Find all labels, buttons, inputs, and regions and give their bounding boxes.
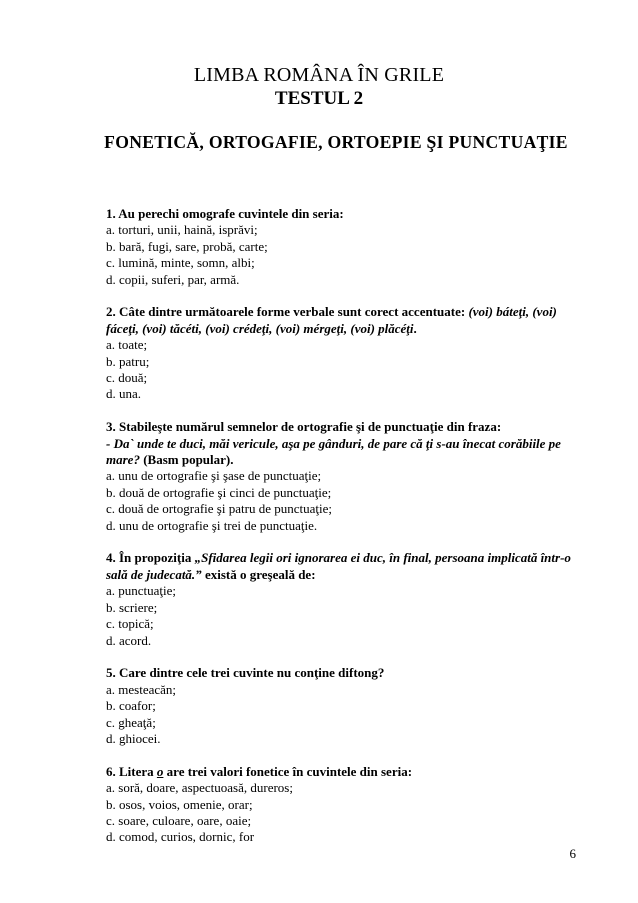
question-title-end: are trei valori fonetice în cuvintele din seria: bbox=[163, 763, 413, 779]
option-c: c. gheaţă; bbox=[106, 714, 156, 730]
test-title: TESTUL 2 bbox=[274, 88, 364, 109]
quoted-sentence: „Sfidarea legii ori ignorarea ei duc, în final, persoana implicată într-o sală de judecată.” bbox=[106, 550, 571, 582]
question-title-end: există o greşeală de: bbox=[201, 566, 316, 582]
question-title: 5. Care dintre cele trei cuvinte nu conţine diftong? bbox=[106, 665, 385, 681]
option-c: c. lumină, minte, somn, albi; bbox=[106, 255, 255, 271]
option-c: c. soare, culoare, oare, oaie; bbox=[106, 812, 252, 828]
option-a: a. torturi, unii, haină, isprăvi; bbox=[106, 222, 258, 238]
question-title bbox=[106, 764, 582, 780]
option-b: b. bară, fugi, sare, probă, carte; bbox=[106, 238, 268, 254]
quote-text: - Da` unde te duci, măi vericule, aşa pe gânduri, de pare că ţi s-au înecat corăbiile pe mare? bbox=[106, 435, 561, 468]
question-4 bbox=[106, 550, 582, 648]
option-a: a. soră, doare, aspectuoasă, dureros; bbox=[106, 780, 293, 796]
question-3 bbox=[106, 419, 582, 534]
option-b: b. patru; bbox=[106, 353, 150, 369]
option-b: b. osos, voios, omenie, orar; bbox=[106, 796, 253, 812]
option-c: c. topică; bbox=[106, 616, 154, 632]
question-title bbox=[106, 550, 582, 583]
question-title-text: 4. În propoziţia bbox=[106, 550, 195, 566]
option-b: b. scriere; bbox=[106, 599, 158, 615]
page-number: 6 bbox=[569, 846, 576, 861]
underlined-letter: o bbox=[156, 763, 164, 779]
option-a: a. unu de ortografie şi şase de punctuaţie; bbox=[106, 468, 322, 484]
question-title bbox=[106, 304, 582, 337]
question-6 bbox=[106, 764, 582, 846]
option-b: b. două de ortografie şi cinci de punctuaţie; bbox=[106, 484, 332, 500]
question-5 bbox=[106, 665, 582, 747]
question-2 bbox=[106, 304, 582, 402]
option-c: c. două; bbox=[106, 370, 148, 386]
question-title: 3. Stabileşte numărul semnelor de ortografie şi de punctuaţie din fraza: bbox=[106, 419, 502, 435]
questions-list bbox=[106, 206, 582, 862]
option-d: d. ghiocei. bbox=[106, 730, 161, 746]
question-title: 1. Au perechi omografe cuvintele din seria: bbox=[106, 206, 344, 221]
verb-forms-list: (voi) báteţi, (voi) fáceţi, (voi) tăcéti, (voi) crédeţi, (voi) mérgeţi, (voi) plăcéţi bbox=[106, 304, 557, 336]
option-a: a. mesteacăn; bbox=[106, 681, 177, 697]
option-d: d. comod, curios, dornic, for bbox=[106, 829, 255, 845]
option-d: d. acord. bbox=[106, 632, 152, 648]
option-d: d. unu de ortografie şi trei de punctuaţie. bbox=[106, 517, 318, 533]
section-subtitle: FONETICĂ, ORTOGAFIE, ORTOEPIE ŞI PUNCTUAŢIE bbox=[104, 132, 568, 152]
question-title-text: 2. Câte dintre următoarele forme verbale sunt corect accentuate: bbox=[106, 304, 469, 320]
option-a: a. toate; bbox=[106, 337, 148, 353]
document-title: LIMBA ROMÂNA ÎN GRILE bbox=[193, 64, 445, 86]
option-d: d. copii, suferi, par, armă. bbox=[106, 271, 240, 287]
quote-source: (Basm popular). bbox=[139, 452, 234, 468]
question-title-end: . bbox=[413, 320, 417, 336]
quoted-sentence bbox=[106, 436, 582, 469]
option-b: b. coafor; bbox=[106, 698, 156, 714]
option-d: d. una. bbox=[106, 386, 142, 402]
question-1 bbox=[106, 206, 582, 288]
option-a: a. punctuaţie; bbox=[106, 583, 177, 599]
question-title-text: 6. Litera bbox=[106, 763, 157, 779]
option-c: c. două de ortografie şi patru de punctuaţie; bbox=[106, 501, 332, 517]
